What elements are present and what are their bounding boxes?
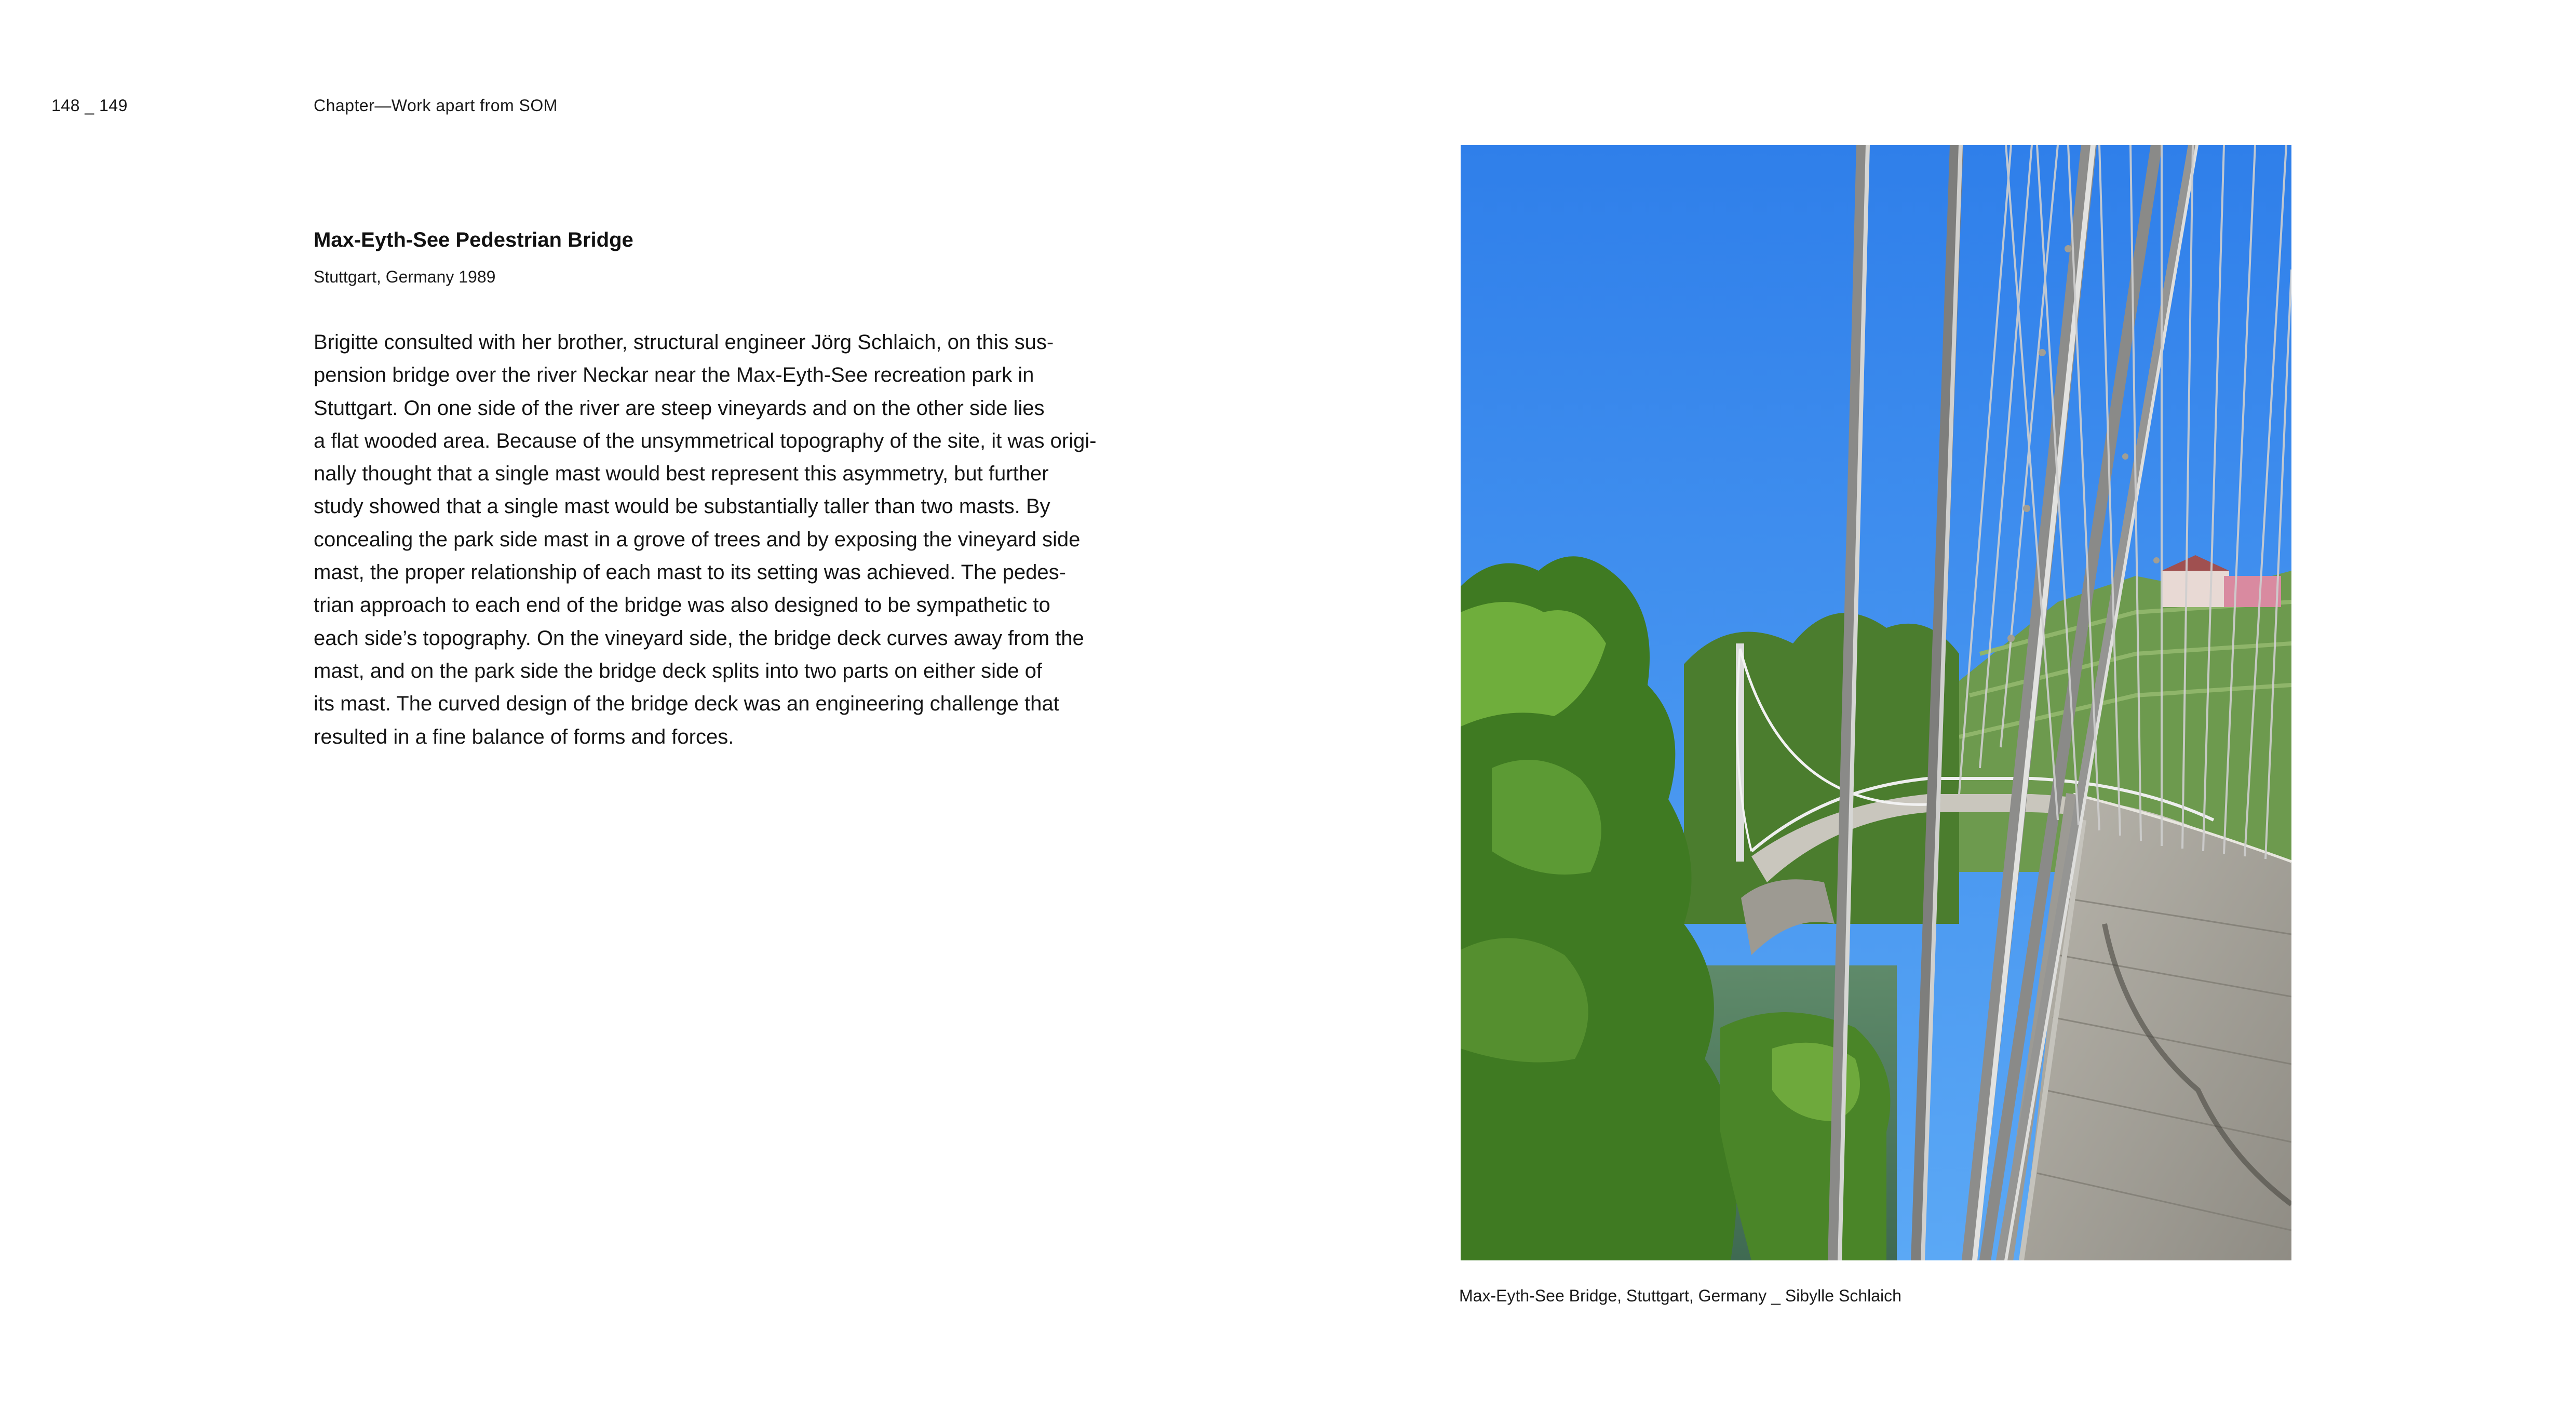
body-line: each side’s topography. On the vineyard side, the bridge deck curves away from the (314, 626, 1084, 650)
body-line: Brigitte consulted with her brother, structural engineer Jörg Schlaich, on this sus- (314, 331, 1054, 354)
bridge-photo (1461, 145, 2291, 1260)
article-subtitle: Stuttgart, Germany 1989 (314, 267, 496, 286)
body-line: mast, and on the park side the bridge deck splits into two parts on either side of (314, 659, 1043, 682)
body-line: concealing the park side mast in a grove of trees and by exposing the vineyard side (314, 528, 1081, 551)
body-line: its mast. The curved design of the bridge deck was an engineering challenge that (314, 692, 1059, 716)
article-body (314, 326, 1155, 754)
article-title: Max-Eyth-See Pedestrian Bridge (314, 229, 633, 251)
body-line: pension bridge over the river Neckar near the Max-Eyth-See recreation park in (314, 364, 1034, 387)
body-line: trian approach to each end of the bridge was also designed to be sympathetic to (314, 594, 1050, 617)
tree-cluster (1684, 613, 1959, 924)
body-line: nally thought that a single mast would best represent this asymmetry, but further (314, 462, 1049, 486)
body-line: Stuttgart. On one side of the river are steep vineyards and on the other side lies (314, 396, 1045, 420)
body-line: a flat wooded area. Because of the unsymmetrical topography of the site, it was origi- (314, 429, 1097, 452)
house (2162, 571, 2229, 607)
body-line: mast, the proper relationship of each mast to its setting was achieved. The pedes- (314, 561, 1066, 584)
page-numbers: 148 _ 149 (51, 96, 128, 115)
chapter-title: Chapter—Work apart from SOM (314, 96, 558, 115)
body-line: study showed that a single mast would be substantially taller than two masts. By (314, 495, 1050, 518)
body-line: resulted in a fine balance of forms and forces. (314, 725, 734, 748)
photo-caption: Max-Eyth-See Bridge, Stuttgart, Germany _ Sibylle Schlaich (1459, 1286, 1901, 1305)
